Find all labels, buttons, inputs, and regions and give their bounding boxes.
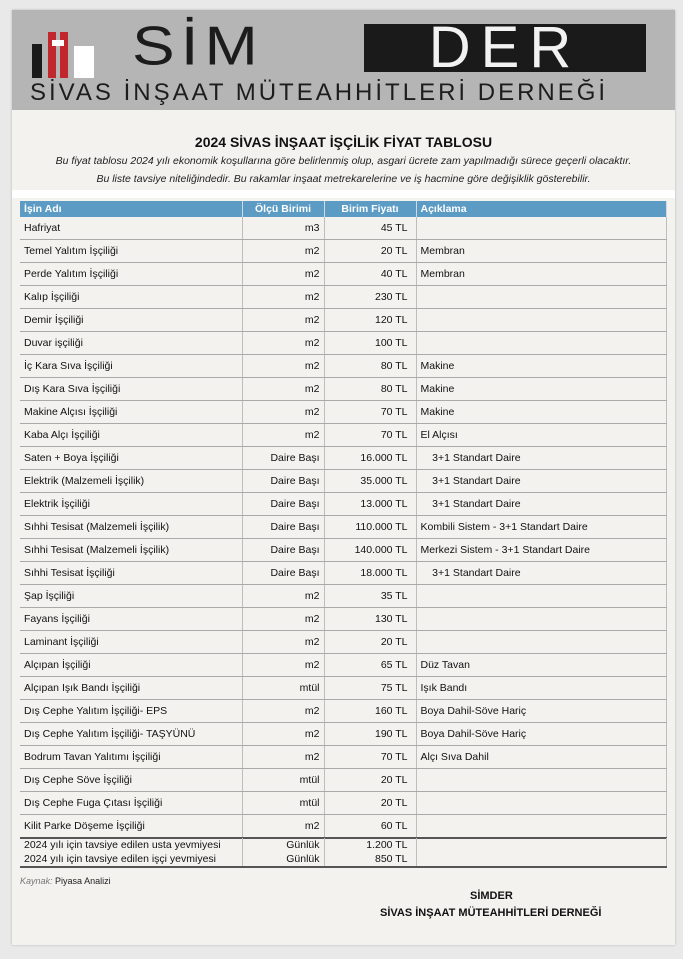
cell-name: Kilit Parke Döşeme İşçiliği — [20, 815, 242, 839]
cell-note — [416, 309, 666, 332]
cell-name: Sıhhi Tesisat İşçiliği — [20, 562, 242, 585]
table-row — [20, 700, 666, 723]
cell-price: 110.000 TL — [324, 516, 416, 539]
cell-unit: Daire Başı — [242, 470, 324, 493]
cell-note — [416, 631, 666, 654]
cell-note — [416, 815, 666, 839]
table-row — [20, 746, 666, 769]
table-row — [20, 493, 666, 516]
cell-note — [416, 792, 666, 815]
cell-unit: m2 — [242, 608, 324, 631]
cell-price: 70 TL — [324, 401, 416, 424]
cell-name: Makine Alçısı İşçiliği — [20, 401, 242, 424]
cell-price: 20 TL — [324, 769, 416, 792]
cell-unit: Daire Başı — [242, 447, 324, 470]
cell-name: Şap İşçiliği — [20, 585, 242, 608]
cell-price: 140.000 TL — [324, 539, 416, 562]
brand-sim: SİM — [132, 15, 264, 77]
subtitle-2: Bu liste tavsiye niteliğindedir. Bu rakamlar inşaat metrekarelerine ve iş hacmine göre değişiklik gösterebilir. — [96, 173, 591, 185]
price-table — [20, 201, 667, 839]
cell-price: 65 TL — [324, 654, 416, 677]
table-row — [20, 631, 666, 654]
cell-unit: m3 — [242, 217, 324, 240]
cell-name: Alçıpan İşçiliği — [20, 654, 242, 677]
wage-row — [20, 838, 666, 852]
cell-unit: mtül — [242, 792, 324, 815]
cell-note: Makine — [416, 355, 666, 378]
wage-price: 1.200 TL — [324, 838, 416, 852]
cell-note: Boya Dahil-Söve Hariç — [416, 723, 666, 746]
cell-price: 35.000 TL — [324, 470, 416, 493]
cell-unit: m2 — [242, 263, 324, 286]
cell-unit: Daire Başı — [242, 562, 324, 585]
cell-note: Alçı Sıva Dahil — [416, 746, 666, 769]
wage-row — [20, 852, 666, 867]
table-row — [20, 217, 666, 240]
table-row — [20, 769, 666, 792]
cell-price: 120 TL — [324, 309, 416, 332]
cell-name: Kaba Alçı İşçiliği — [20, 424, 242, 447]
cell-note: Membran — [416, 240, 666, 263]
wage-unit: Günlük — [242, 838, 324, 852]
cell-price: 13.000 TL — [324, 493, 416, 516]
cell-note — [416, 286, 666, 309]
table-row — [20, 424, 666, 447]
cell-name: Bodrum Tavan Yalıtımı İşçiliği — [20, 746, 242, 769]
cell-name: Kalıp İşçiliği — [20, 286, 242, 309]
cell-unit: m2 — [242, 332, 324, 355]
cell-price: 70 TL — [324, 746, 416, 769]
cell-unit: m2 — [242, 378, 324, 401]
cell-price: 20 TL — [324, 792, 416, 815]
signature-short: SİMDER — [470, 890, 513, 902]
cell-name: Sıhhi Tesisat (Malzemeli İşçilik) — [20, 516, 242, 539]
signature-full: SİVAS İNŞAAT MÜTEAHHİTLERİ DERNEĞİ — [380, 907, 602, 919]
wage-unit: Günlük — [242, 852, 324, 867]
divider — [12, 190, 675, 198]
table-row — [20, 447, 666, 470]
cell-unit: m2 — [242, 700, 324, 723]
cell-unit: m2 — [242, 631, 324, 654]
cell-unit: Daire Başı — [242, 493, 324, 516]
brand-der-box — [364, 15, 646, 80]
cell-name: Alçıpan Işık Bandı İşçiliği — [20, 677, 242, 700]
cell-price: 230 TL — [324, 286, 416, 309]
cell-name: Dış Cephe Yalıtım İşçiliği- EPS — [20, 700, 242, 723]
cell-unit: Daire Başı — [242, 516, 324, 539]
cell-note: 3+1 Standart Daire — [416, 447, 666, 470]
col-header-note: Açıklama — [416, 201, 666, 217]
table-row — [20, 401, 666, 424]
table-row — [20, 539, 666, 562]
table-header-row — [20, 201, 666, 217]
table-row — [20, 332, 666, 355]
cell-name: Demir İşçiliği — [20, 309, 242, 332]
cell-name: Hafriyat — [20, 217, 242, 240]
table-row — [20, 309, 666, 332]
cell-note — [416, 217, 666, 240]
cell-name: Elektrik İşçiliği — [20, 493, 242, 516]
cell-note: Kombili Sistem - 3+1 Standart Daire — [416, 516, 666, 539]
cell-note: El Alçısı — [416, 424, 666, 447]
table-row — [20, 470, 666, 493]
wage-note — [416, 852, 666, 867]
table-row — [20, 723, 666, 746]
wage-table — [20, 838, 667, 868]
cell-note: 3+1 Standart Daire — [416, 470, 666, 493]
cell-note: 3+1 Standart Daire — [416, 562, 666, 585]
cell-note — [416, 608, 666, 631]
cell-price: 20 TL — [324, 631, 416, 654]
table-row — [20, 792, 666, 815]
table-row — [20, 562, 666, 585]
cell-note: Işık Bandı — [416, 677, 666, 700]
cell-price: 16.000 TL — [324, 447, 416, 470]
cell-note: 3+1 Standart Daire — [416, 493, 666, 516]
cell-name: Dış Cephe Söve İşçiliği — [20, 769, 242, 792]
cell-price: 80 TL — [324, 378, 416, 401]
cell-note — [416, 769, 666, 792]
cell-unit: m2 — [242, 654, 324, 677]
price-sheet — [12, 10, 675, 945]
cell-note: Makine — [416, 378, 666, 401]
wage-note — [416, 838, 666, 852]
cell-unit: m2 — [242, 585, 324, 608]
org-name: SİVAS İNŞAAT MÜTEAHHİTLERİ DERNEĞİ — [30, 79, 609, 106]
cell-unit: m2 — [242, 355, 324, 378]
table-row — [20, 677, 666, 700]
cell-price: 18.000 TL — [324, 562, 416, 585]
table-row — [20, 355, 666, 378]
cell-unit: m2 — [242, 815, 324, 839]
cell-note: Makine — [416, 401, 666, 424]
source-value: Piyasa Analizi — [55, 876, 111, 886]
cell-price: 100 TL — [324, 332, 416, 355]
col-header-price: Birim Fiyatı — [324, 201, 416, 217]
cell-unit: mtül — [242, 769, 324, 792]
cell-name: Perde Yalıtım İşçiliği — [20, 263, 242, 286]
cell-name: Dış Cephe Yalıtım İşçiliği- TAŞYÜNÜ — [20, 723, 242, 746]
source-label: Kaynak: — [20, 876, 53, 886]
table-row — [20, 263, 666, 286]
cell-unit: m2 — [242, 723, 324, 746]
table-row — [20, 585, 666, 608]
cell-note: Membran — [416, 263, 666, 286]
cell-price: 190 TL — [324, 723, 416, 746]
cell-note — [416, 585, 666, 608]
cell-unit: m2 — [242, 286, 324, 309]
cell-unit: m2 — [242, 401, 324, 424]
cell-name: Sıhhi Tesisat (Malzemeli İşçilik) — [20, 539, 242, 562]
cell-price: 20 TL — [324, 240, 416, 263]
cell-price: 40 TL — [324, 263, 416, 286]
cell-price: 45 TL — [324, 217, 416, 240]
cell-name: Duvar işçiliği — [20, 332, 242, 355]
cell-price: 80 TL — [324, 355, 416, 378]
cell-note: Düz Tavan — [416, 654, 666, 677]
brand-der: DER — [428, 15, 582, 80]
cell-price: 75 TL — [324, 677, 416, 700]
cell-note: Merkezi Sistem - 3+1 Standart Daire — [416, 539, 666, 562]
page-title: 2024 SİVAS İNŞAAT İŞÇİLİK FİYAT TABLOSU — [194, 134, 493, 150]
table-row — [20, 240, 666, 263]
table-row — [20, 815, 666, 839]
cell-name: Temel Yalıtım İşçiliği — [20, 240, 242, 263]
table-row — [20, 286, 666, 309]
cell-price: 35 TL — [324, 585, 416, 608]
cell-unit: m2 — [242, 424, 324, 447]
simder-logo-icon — [30, 32, 100, 78]
cell-price: 60 TL — [324, 815, 416, 839]
wage-name: 2024 yılı için tavsiye edilen usta yevmiyesi — [20, 838, 242, 852]
cell-name: Dış Cephe Fuga Çıtası İşçiliği — [20, 792, 242, 815]
cell-unit: m2 — [242, 309, 324, 332]
cell-unit: m2 — [242, 746, 324, 769]
table-row — [20, 378, 666, 401]
source-note — [20, 876, 111, 886]
table-row — [20, 654, 666, 677]
header-banner — [12, 10, 675, 110]
cell-name: Laminant İşçiliği — [20, 631, 242, 654]
cell-name: Saten + Boya İşçiliği — [20, 447, 242, 470]
cell-name: İç Kara Sıva İşçiliği — [20, 355, 242, 378]
cell-price: 130 TL — [324, 608, 416, 631]
subtitle-1: Bu fiyat tablosu 2024 yılı ekonomik koşullarına göre belirlenmiş olup, asgari ücrete zam yapılmadığı sürece geçerli olacaktır. — [55, 155, 632, 167]
col-header-name: İşin Adı — [20, 201, 242, 217]
cell-name: Dış Kara Sıva İşçiliği — [20, 378, 242, 401]
wage-price: 850 TL — [324, 852, 416, 867]
cell-name: Fayans İşçiliği — [20, 608, 242, 631]
cell-note — [416, 332, 666, 355]
cell-unit: mtül — [242, 677, 324, 700]
col-header-unit: Ölçü Birimi — [242, 201, 324, 217]
cell-price: 160 TL — [324, 700, 416, 723]
cell-unit: m2 — [242, 240, 324, 263]
cell-name: Elektrik (Malzemeli İşçilik) — [20, 470, 242, 493]
table-row — [20, 516, 666, 539]
wage-name: 2024 yılı için tavsiye edilen işçi yevmiyesi — [20, 852, 242, 867]
cell-unit: Daire Başı — [242, 539, 324, 562]
cell-price: 70 TL — [324, 424, 416, 447]
cell-note: Boya Dahil-Söve Hariç — [416, 700, 666, 723]
table-row — [20, 608, 666, 631]
